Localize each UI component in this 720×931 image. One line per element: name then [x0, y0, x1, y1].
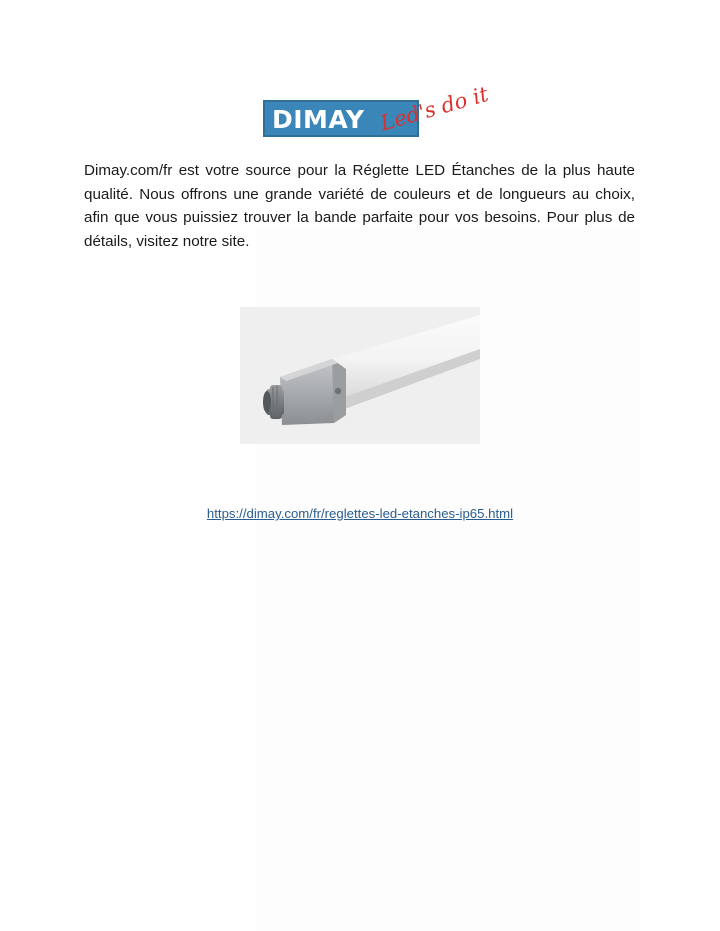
logo-led-text: LED	[273, 135, 322, 164]
logo-brand-text: DIMAY	[269, 105, 368, 135]
logo-slogan: Led's do it	[377, 81, 491, 136]
description-paragraph: Dimay.com/fr est votre source pour la Réglette LED Étanches de la plus haute qualité. Nous offrons une grande variété de couleurs et de longueurs au choix, afin que vous puissiez trouver la bande parfaite pour vos besoins. Pour plus de détails, visitez notre site.	[84, 162, 635, 250]
led-batten-illustration	[240, 307, 480, 444]
product-image	[240, 307, 480, 444]
product-link[interactable]: https://dimay.com/fr/reglettes-led-etanches-ip65.html	[206, 506, 514, 521]
dimay-led-logo	[263, 81, 491, 164]
